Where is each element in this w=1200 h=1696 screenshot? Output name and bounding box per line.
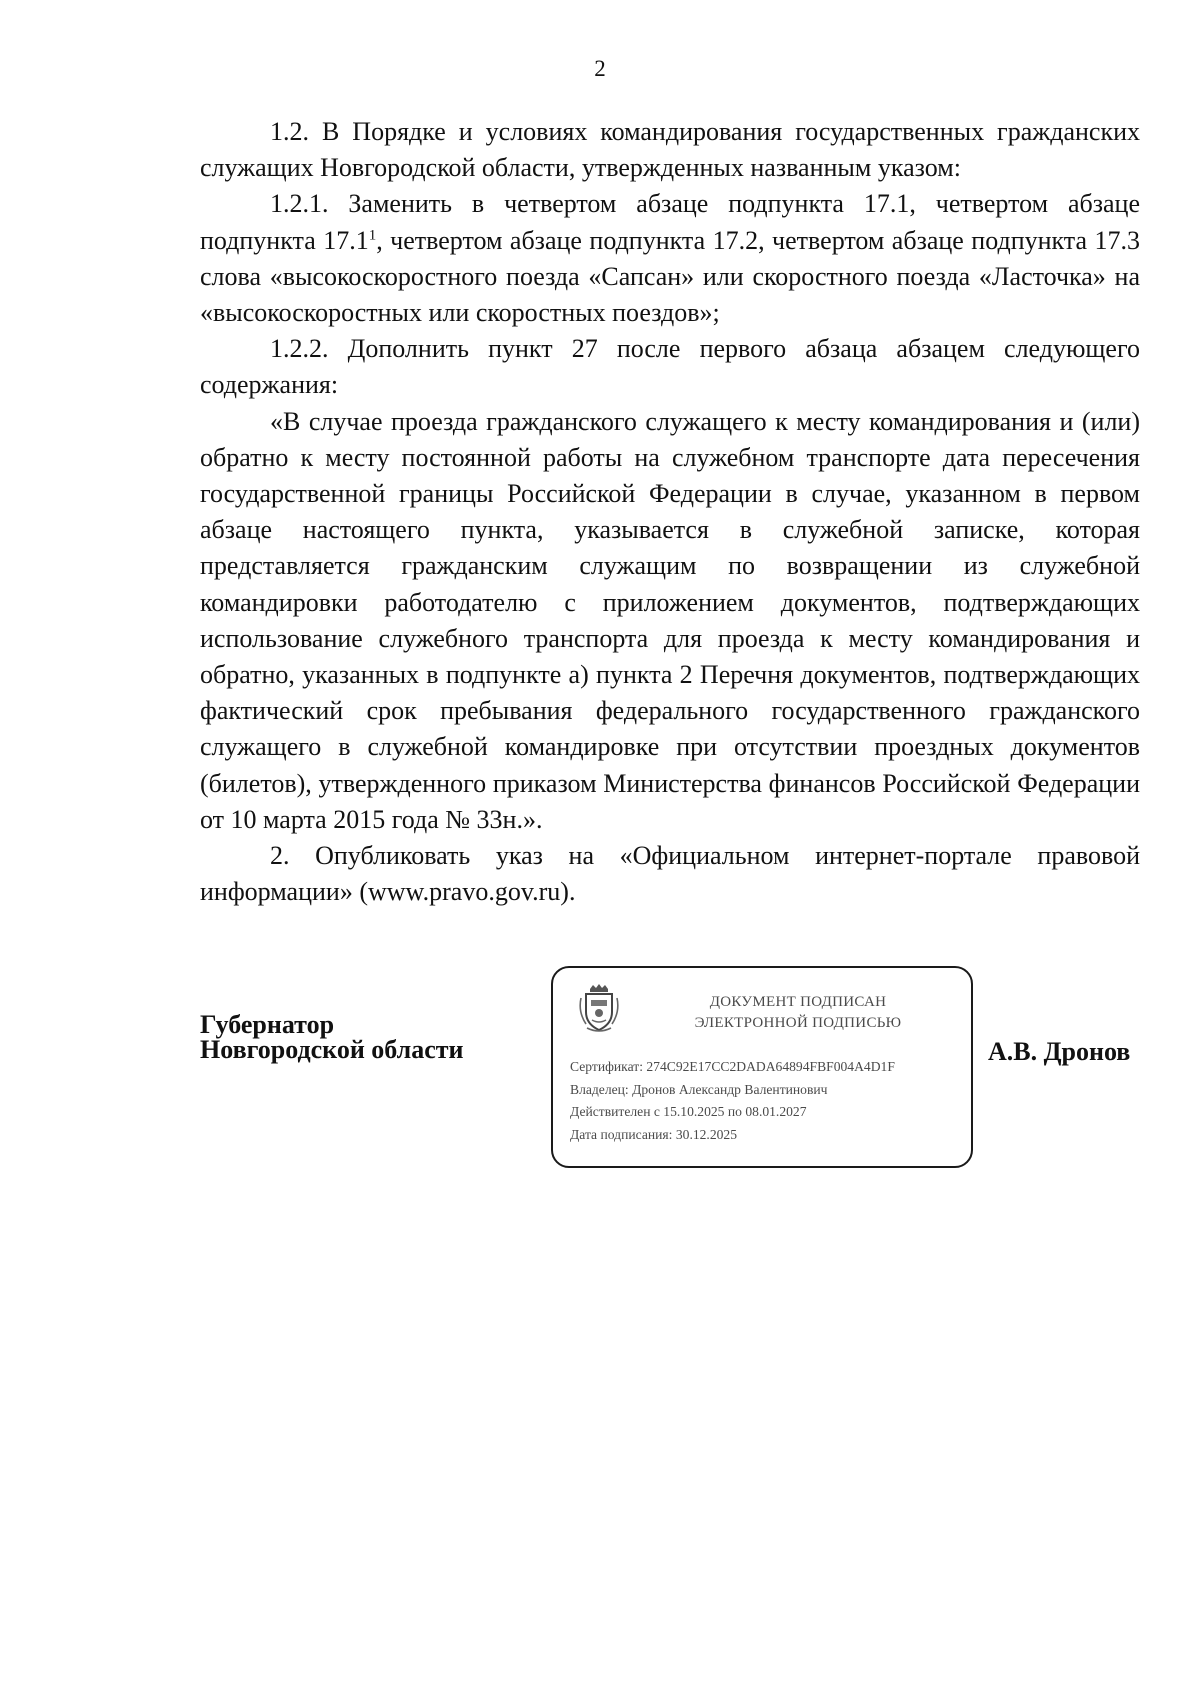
signing-date: Дата подписания: 30.12.2025 bbox=[570, 1126, 738, 1142]
paragraph-1-2: 1.2. В Порядке и условиях командирования государственных гражданских служащих Новгородской области, утвержденных названным указом: bbox=[200, 117, 1140, 183]
certificate-number: Сертификат: 274C92E17CC2DADA64894FBF004A4D1F bbox=[570, 1059, 895, 1074]
paragraph-1-2-1 bbox=[200, 186, 1140, 331]
page-number: 2 bbox=[594, 56, 606, 81]
stamp-details bbox=[570, 1056, 895, 1146]
signatory-position bbox=[200, 1012, 464, 1062]
superscript: 1 bbox=[368, 226, 377, 243]
paragraph-1-2-2: 1.2.2. Дополнить пункт 27 после первого абзаца абзацем следующего содержания: bbox=[200, 334, 1140, 400]
stamp-title-line-1: ДОКУМЕНТ ПОДПИСАН bbox=[709, 994, 887, 1010]
signatory-name: А.В. Дронов bbox=[988, 1037, 1131, 1066]
document-body bbox=[200, 114, 1140, 910]
paragraph-2: 2. Опубликовать указ на «Официальном интернет-портале правовой информации» (www.pravo.gov.ru). bbox=[200, 841, 1140, 907]
paragraph-1-2-1-part1: 1.2.1. Заменить в четвертом абзаце подпункта 17.1, четвертом абзаце подпункта 17.1 bbox=[200, 189, 1140, 255]
stamp-title-line-2: ЭЛЕКТРОННОЙ ПОДПИСЬЮ bbox=[694, 1015, 902, 1031]
position-line-2: Новгородской области bbox=[200, 1035, 464, 1064]
certificate-owner: Владелец: Дронов Александр Валентинович bbox=[570, 1081, 828, 1097]
paragraph-quote: «В случае проезда гражданского служащего к месту командирования и (или) обратно к месту постоянной работы на служебном транспорте дата пересечения государственной границы Российской Федерации в случае, указанном в первом абзаце настоящего пункта, указывается в служебной записке, которая представляется гражданским служащим по возвращении из служебной командировки работодателю с приложением документов, подтверждающих использование служебного транспорта для проезда к месту командирования и обратно, указанных в подпункте а) пункта 2 Перечня документов, подтверждающих фактический срок пребывания федерального государственного гражданского служащего в служебной командировке при отсутствии проездных документов (билетов), утвержденного приказом Министерства финансов Российской Федерации от 10 марта 2015 года № 33н.». bbox=[200, 406, 1140, 834]
position-line-1: Губернатор bbox=[200, 1010, 335, 1039]
certificate-validity: Действителен с 15.10.2025 по 08.01.2027 bbox=[570, 1104, 807, 1119]
stamp-title bbox=[633, 992, 963, 1034]
coat-of-arms-icon bbox=[577, 982, 621, 1034]
paragraph-1-2-1-part2: , четвертом абзаце подпункта 17.2, четвертом абзаце подпункта 17.3 слова «высокоскоростного поезда «Сапсан» или скоростного поезда «Ласточка» на «высокоскоростных или скоростных поездов»; bbox=[200, 225, 1140, 328]
electronic-signature-stamp bbox=[551, 966, 973, 1168]
